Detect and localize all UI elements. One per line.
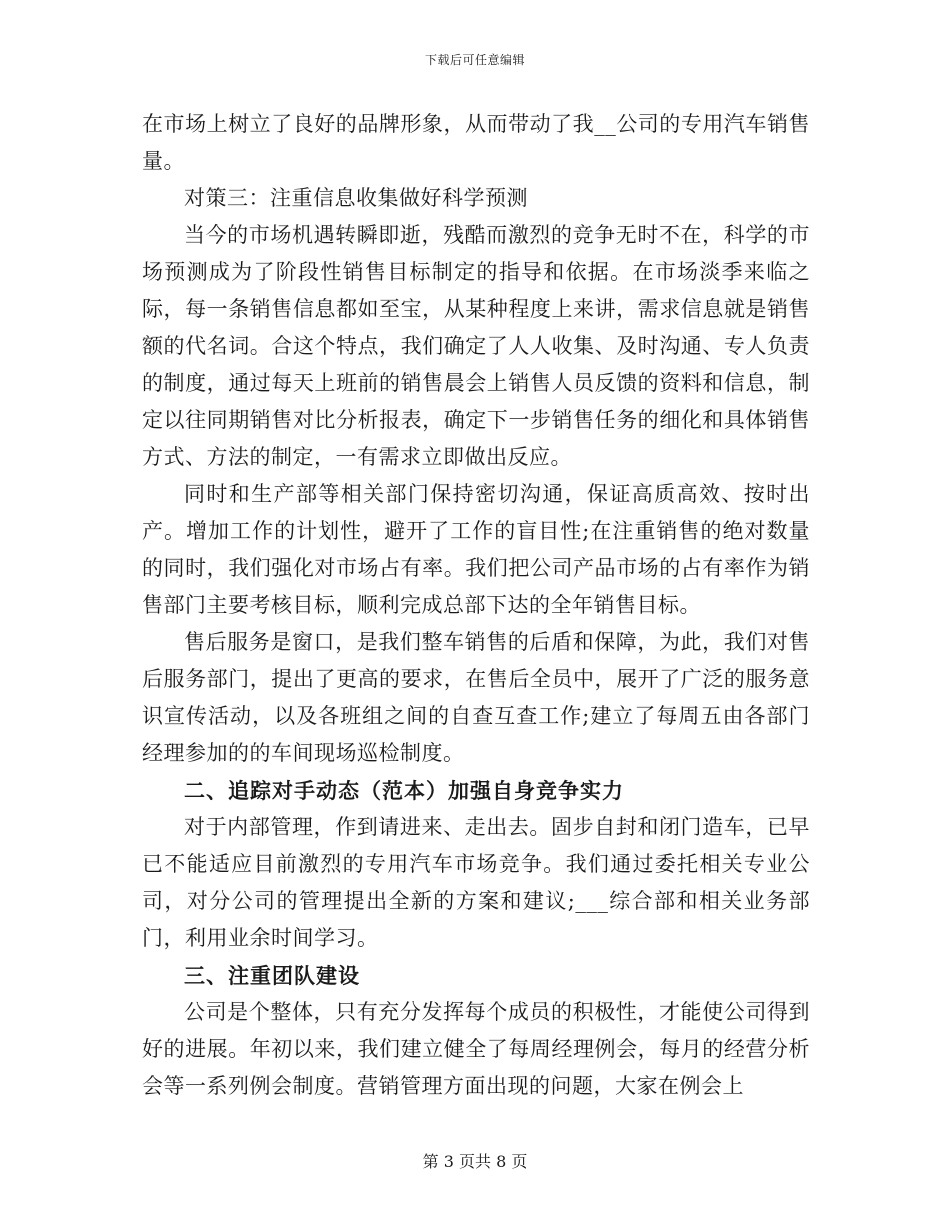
paragraph-continuation: 在市场上树立了良好的品牌形象，从而带动了我__公司的专用汽车销售量。 [142,112,810,173]
page-number: 第 3 页共 8 页 [422,1152,528,1171]
section-3-heading: 三、注重团队建设 [184,963,360,988]
paragraph-team-building: 公司是个整体，只有充分发挥每个成员的积极性，才能使公司得到好的进展。年初以来，我们建立健全了每周经理例会，每月的经营分析会等一系列例会制度。营销管理方面出现的问题，大家在例会上 [142,1000,810,1098]
paragraph-production-coordination: 同时和生产部等相关部门保持密切沟通，保证高质高效、按时出产。增加工作的计划性，避开了工作的盲目性;在注重销售的绝对数量的同时，我们强化对市场占有率。我们把公司产品市场的占有率作为销售部门主要考核目标，顺利完成总部下达的全年销售目标。 [142,482,810,617]
section-2-heading: 二、追踪对手动态（范本）加强自身竞争实力 [184,778,624,803]
paragraph-after-sales: 售后服务是窗口，是我们整车销售的后盾和保障，为此，我们对售后服务部门，提出了更高的要求，在售后全员中，展开了广泛的服务意识宣传活动，以及各班组之间的自查互查工作;建立了每周五由各部门经理参加的的车间现场巡检制度。 [142,630,810,765]
document-body [142,106,810,1105]
paragraph-internal-management: 对于内部管理，作到请进来、走出去。固步自封和闭门造车，已早已不能适应目前激烈的专用汽车市场竞争。我们通过委托相关专业公司，对分公司的管理提出全新的方案和建议;___综合部和相关业务部门，利用业余时间学习。 [142,815,810,950]
page-header: 下载后可任意编辑 [424,53,525,67]
paragraph-market-forecast: 当今的市场机遇转瞬即逝，残酷而激烈的竞争无时不在，科学的市场预测成为了阶段性销售目标制定的指导和依据。在市场淡季来临之际，每一条销售信息都如至宝，从某种程度上来讲，需求信息就是销售额的代名词。合这个特点，我们确定了人人收集、及时沟通、专人负责的制度，通过每天上班前的销售晨会上销售人员反馈的资料和信息，制定以往同期销售对比分析报表，确定下一步销售任务的细化和具体销售方式、方法的制定，一有需求立即做出反应。 [142,223,810,469]
strategy-3-title: 对策三：注重信息收集做好科学预测 [184,186,528,210]
